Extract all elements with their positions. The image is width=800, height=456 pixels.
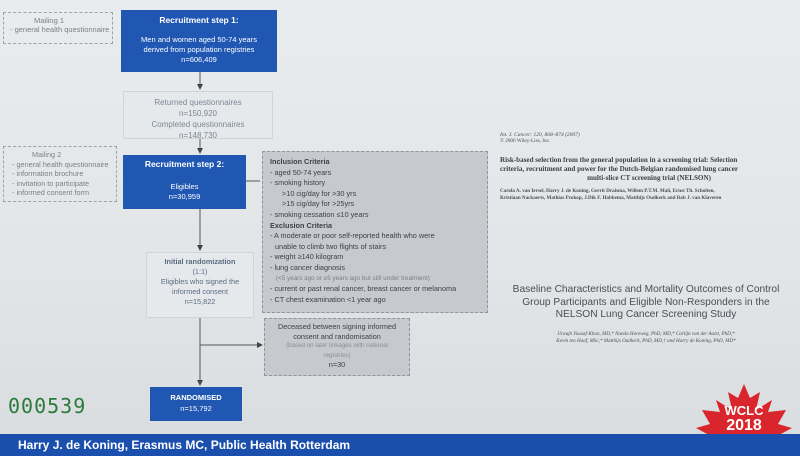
deceased-note2: registries) [323, 351, 351, 359]
mailing2-item: - general health questionnaire [12, 159, 109, 169]
inclusion-item: >10 cig/day for >30 yrs [282, 188, 357, 198]
completed-label: Completed questionnaires [151, 120, 245, 129]
completed-count: n=148,730 [178, 131, 218, 140]
inclusion-item: - smoking cessation ≤10 years [270, 209, 369, 219]
paper1-citation [500, 132, 798, 202]
timer-display: 000539 [8, 394, 87, 418]
mailing1-box [3, 12, 113, 44]
returned-count: n=150,920 [178, 109, 218, 118]
deceased-line2: consent and randomisation [293, 331, 381, 341]
paper2-title-line: Baseline Characteristics and Mortality Outcomes of Control [512, 284, 780, 295]
exclusion-item: - weight ≥140 kilogram [270, 252, 344, 262]
mailing1-item: - general health questionnaire [10, 25, 110, 34]
paper1-copyright: © 2006 Wiley-Liss, Inc. [500, 138, 551, 144]
logo-bottom: 2018 [726, 417, 762, 434]
randomization-line2: informed consent [172, 287, 228, 296]
criteria-box [262, 151, 488, 313]
exclusion-title: Exclusion Criteria [270, 220, 333, 230]
step1-line2: derived from population registries [143, 45, 255, 54]
inclusion-item: - aged 50-74 years [270, 167, 332, 177]
step2-count: n=30,959 [168, 192, 201, 201]
step1-line1: Men and women aged 50-74 years [141, 35, 257, 44]
paper1-title-line: Risk-based selection from the general population in a screening trial: Selection [500, 156, 738, 164]
exclusion-item: (<5 years ago or ≥5 years ago but still under treatment) [276, 274, 430, 282]
randomization-line1: Eligibles who signed the [160, 277, 240, 286]
randomization-ratio: (1:1) [192, 267, 208, 276]
questionnaires-box [123, 91, 273, 139]
randomization-count: n=15,822 [184, 297, 216, 306]
exclusion-item: unable to climb two flights of stairs [275, 241, 387, 251]
deceased-box [264, 318, 410, 376]
mailing2-item: - information brochure [12, 169, 84, 178]
paper1-journal: Int. J. Cancer: 120, 868–874 (2007) [500, 132, 580, 138]
paper1-authors-line: Carola A. van Iersel, Harry J. de Koning, Gerrit Draisma, Willem P.T.M. Mali, Ernst Th. Scholten, [500, 188, 715, 194]
step1-count: n=606,409 [181, 55, 217, 64]
inclusion-title: Inclusion Criteria [270, 157, 330, 166]
footer-text: Harry J. de Koning, Erasmus MC, Public Health Rotterdam [18, 438, 351, 452]
randomization-box [146, 252, 254, 318]
randomised-box [150, 387, 242, 421]
recruitment-step2-box [123, 155, 246, 209]
deceased-line1: Deceased between signing informed [277, 322, 397, 331]
paper2-title-line: Group Participants and Eligible Non-Responders in the [522, 296, 770, 308]
mailing2-title: Mailing 2 [32, 150, 62, 159]
mailing2-box [3, 146, 117, 202]
returned-label: Returned questionnaires [154, 98, 242, 107]
mailing2-item: - invitation to participate [12, 178, 90, 188]
exclusion-item: - current or past renal cancer, breast cancer or melanoma [270, 284, 457, 294]
logo-top: WCLC [724, 403, 764, 418]
deceased-note1: (based on later linkages with national [286, 342, 388, 350]
exclusion-item: - CT chest examination <1 year ago [270, 294, 386, 304]
exclusion-item: - A moderate or poor self-reported health who were [270, 231, 435, 241]
paper2-citation [495, 284, 797, 346]
exclusion-item: - lung cancer diagnosis [270, 262, 346, 272]
paper1-authors-line: Kristiaan Nackaerts, Mathias Prokop, J.Dik F. Habbema, Matthijs Oudkerk and Rob J. van Klaveren [500, 195, 722, 201]
paper1-title-line: criteria, recruitment and power for the Dutch-Belgian randomised lung cancer [500, 165, 739, 173]
footer-bar [0, 434, 800, 456]
randomised-title: RANDOMISED [170, 393, 222, 402]
randomised-count: n=15,792 [180, 404, 212, 413]
paper2-authors-line: Uraujh Yousaf-Khan, MD,* Nanda Horeweg, PhD, MD,* Carlijn van der Aalst, PhD,* [557, 330, 735, 337]
step2-label: Eligibles [170, 182, 199, 191]
recruitment-step1-box [121, 10, 277, 72]
mailing1-title: Mailing 1 [34, 16, 65, 25]
paper2-authors-line: Kevin ten Haaf, MSc,* Matthijs Oudkerk, PhD, MD,† and Harry de Koning, PhD, MD* [556, 338, 736, 344]
inclusion-item: - smoking history [270, 178, 326, 188]
inclusion-item: >15 cig/day for >25yrs [282, 199, 355, 209]
paper2-title-line: NELSON Lung Cancer Screening Study [555, 309, 737, 320]
randomization-title: Initial randomization [164, 257, 236, 266]
step2-title: Recruitment step 2: [144, 159, 225, 169]
paper1-title-line: multi-slice CT screening trial (NELSON) [587, 174, 711, 182]
mailing2-item: - informed consent form [12, 188, 90, 197]
step1-title: Recruitment step 1: [159, 15, 239, 25]
deceased-count: n=30 [328, 360, 346, 370]
